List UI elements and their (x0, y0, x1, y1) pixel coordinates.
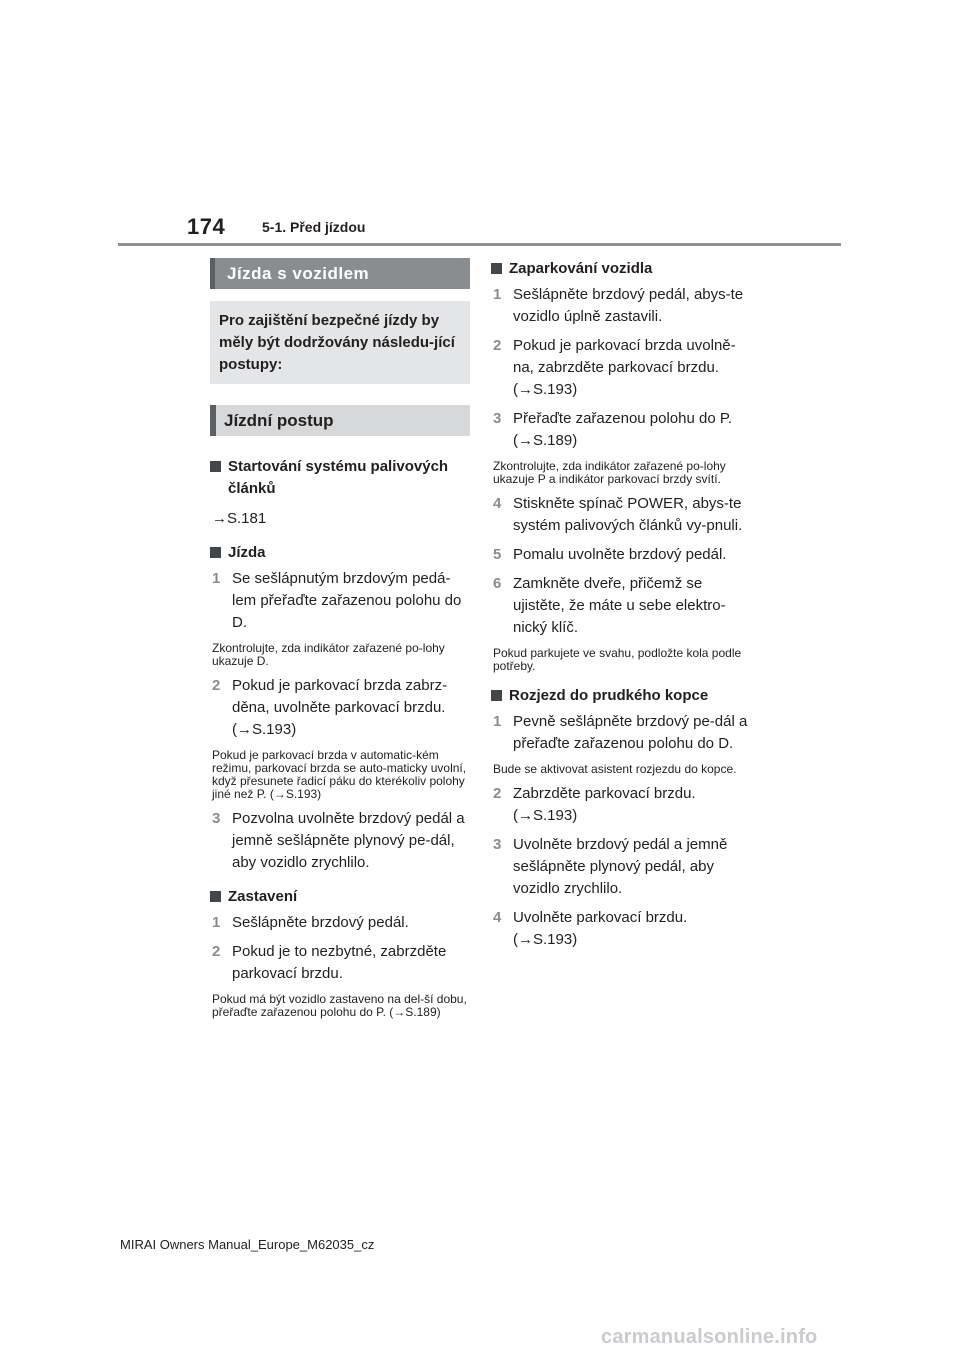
stop-note: Pokud má být vozidlo zastaveno na del-ší dobu, přeřaďte zařazenou polohu do P. (→S.189) (212, 992, 467, 1019)
park-step-5 (491, 544, 751, 566)
hill-step-3-text: Uvolněte brzdový pedál a jemně sešlápněte plynový pedál, aby vozidlo zrychlilo. (513, 836, 728, 897)
step-number: 5 (493, 546, 502, 563)
park-step-3 (491, 408, 751, 452)
hill-step-1-text: Pevně sešlápněte brzdový pe-dál a přeřaďte zařazenou polohu do D. (513, 713, 748, 752)
heading-start (210, 456, 470, 500)
hill-step-2 (491, 783, 751, 827)
drive-step-1 (210, 568, 470, 634)
park-step-2 (491, 335, 751, 401)
hill-step-3 (491, 834, 751, 900)
heading-stop (210, 886, 470, 908)
heading-drive-text: Jízda (228, 544, 266, 561)
step-number: 4 (493, 495, 502, 512)
drive-step-2-text: Pokud je parkovací brzda zabrz-děna, uvolněte parkovací brzdu. (→S.193) (232, 677, 448, 738)
park-step-1 (491, 284, 751, 328)
park-step-6 (491, 573, 751, 639)
heading-stop-text: Zastavení (228, 888, 298, 905)
intro-box: Pro zajištění bezpečné jízdy by měly být dodržovány následu-jící postupy: (210, 301, 470, 384)
section-title: 5-1. Před jízdou (262, 219, 366, 235)
step-number: 2 (212, 943, 221, 960)
heading-park-text: Zaparkování vozidla (509, 260, 653, 277)
square-bullet-icon (491, 263, 502, 274)
hill-note: Bude se aktivovat asistent rozjezdu do kopce. (493, 762, 737, 776)
heading-hill (491, 685, 751, 707)
step-number: 3 (493, 410, 502, 427)
park-step-3-text: Přeřaďte zařazenou polohu do P. (→S.189) (513, 410, 733, 449)
step-number: 4 (493, 909, 502, 926)
page-number: 174 (187, 214, 226, 239)
hill-step-1 (491, 711, 751, 755)
hill-step-4 (491, 907, 751, 951)
step-number: 1 (493, 286, 502, 303)
step-number: 1 (493, 713, 502, 730)
park-step-2-text: Pokud je parkovací brzda uvolně-na, zabrzděte parkovací brzdu. (→S.193) (513, 337, 736, 398)
drive-step-3-text: Pozvolna uvolněte brzdový pedál a jemně sešlápněte plynový pe-dál, aby vozidlo zrychlilo. (232, 810, 465, 871)
step-number: 6 (493, 575, 502, 592)
step-number: 3 (212, 810, 221, 827)
square-bullet-icon (210, 547, 221, 558)
stop-step-2 (210, 941, 470, 985)
right-column (491, 258, 751, 951)
left-column (210, 258, 470, 1019)
square-bullet-icon (210, 891, 221, 902)
step-number: 1 (212, 570, 221, 587)
drive-note-2: Pokud je parkovací brzda v automatic-kém režimu, parkovací brzda se auto-maticky uvolní, když přesunete řadicí páku do kterékoliv polohy jiné než P. (→S.193) (212, 748, 467, 801)
stop-step-2-text: Pokud je to nezbytné, zabrzděte parkovací brzdu. (232, 943, 447, 982)
drive-note-1: Zkontrolujte, zda indikátor zařazené po-lohy ukazuje D. (212, 641, 445, 668)
hill-step-2-text: Zabrzděte parkovací brzdu. (→S.193) (513, 785, 696, 824)
footer-text: MIRAI Owners Manual_Europe_M62035_cz (120, 1237, 375, 1252)
step-number: 2 (493, 337, 502, 354)
heading-drive (210, 542, 470, 564)
drive-step-2 (210, 675, 470, 741)
park-step-6-text: Zamkněte dveře, přičemž se ujistěte, že máte u sebe elektro-nický klíč. (513, 575, 726, 636)
step-number: 3 (493, 836, 502, 853)
heading-hill-text: Rozjezd do prudkého kopce (509, 687, 709, 704)
step-number: 2 (493, 785, 502, 802)
start-reference-link[interactable]: →S.181 (212, 510, 267, 527)
watermark: carmanualsonline.info (601, 1326, 818, 1348)
heading-start-text: Startování systému palivových článků (228, 458, 449, 497)
square-bullet-icon (491, 690, 502, 701)
heading-park (491, 258, 751, 280)
stop-step-1-text: Sešlápněte brzdový pedál. (232, 914, 409, 931)
header-divider (118, 243, 841, 246)
chapter-banner: Jízda s vozidlem (210, 258, 470, 289)
park-step-1-text: Sešlápněte brzdový pedál, abys-te vozidlo úplně zastavili. (513, 286, 744, 325)
park-step-4 (491, 493, 751, 537)
hill-step-4-text: Uvolněte parkovací brzdu. (→S.193) (513, 909, 688, 948)
drive-step-1-text: Se sešlápnutým brzdovým pedá-lem přeřaďte zařazenou polohu do D. (232, 570, 462, 631)
square-bullet-icon (210, 461, 221, 472)
drive-step-3 (210, 808, 470, 874)
step-number: 1 (212, 914, 221, 931)
sub-banner: Jízdní postup (210, 405, 470, 436)
stop-step-1 (210, 912, 470, 934)
park-step-5-text: Pomalu uvolněte brzdový pedál. (513, 546, 727, 563)
park-note-1: Zkontrolujte, zda indikátor zařazené po-lohy ukazuje P a indikátor parkovací brzdy svítí. (493, 459, 726, 486)
step-number: 2 (212, 677, 221, 694)
park-step-4-text: Stiskněte spínač POWER, abys-te systém palivových článků vy-pnuli. (513, 495, 743, 534)
park-note-2: Pokud parkujete ve svahu, podložte kola podle potřeby. (493, 646, 742, 673)
